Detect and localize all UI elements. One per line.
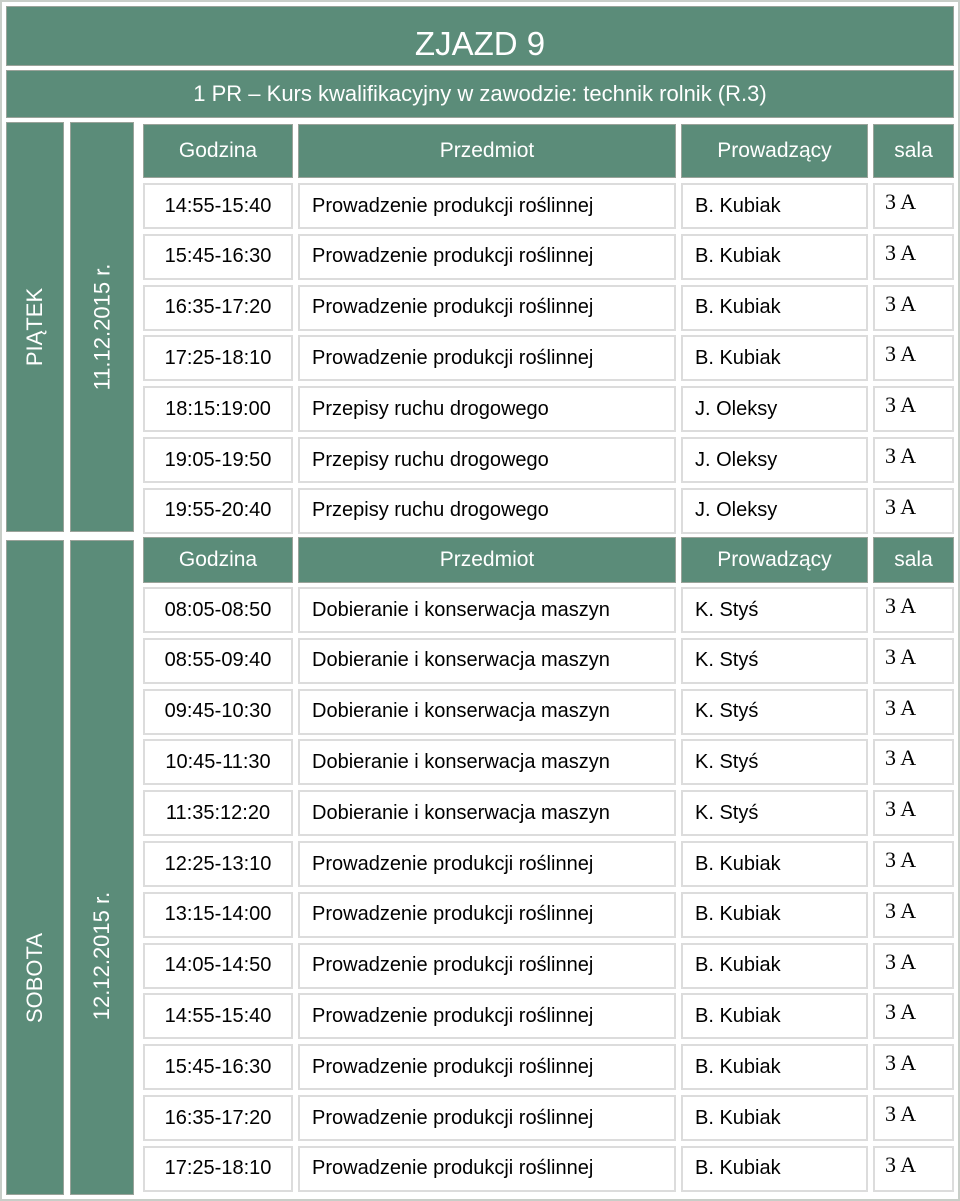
room-cell: 3 A (873, 386, 954, 432)
header-time: Godzina (143, 537, 293, 583)
subject-cell: Prowadzenie produkcji roślinnej (298, 892, 676, 938)
subject-cell: Prowadzenie produkcji roślinnej (298, 943, 676, 989)
time-cell: 08:05-08:50 (143, 587, 293, 633)
header-time: Godzina (143, 124, 293, 178)
room-cell: 3 A (873, 335, 954, 381)
teacher-cell: B. Kubiak (681, 183, 868, 229)
room-cell: 3 A (873, 892, 954, 938)
subject-cell: Dobieranie i konserwacja maszyn (298, 638, 676, 684)
teacher-cell: B. Kubiak (681, 1146, 868, 1192)
header-teacher: Prowadzący (681, 537, 868, 583)
time-cell: 19:55-20:40 (143, 488, 293, 534)
time-cell: 13:15-14:00 (143, 892, 293, 938)
room-cell: 3 A (873, 739, 954, 785)
time-cell: 10:45-11:30 (143, 739, 293, 785)
teacher-cell: B. Kubiak (681, 1095, 868, 1141)
time-cell: 16:35-17:20 (143, 285, 293, 331)
header-subject: Przedmiot (298, 537, 676, 583)
date-text: 11.12.2015 r. (89, 263, 114, 391)
header-room: sala (873, 537, 954, 583)
subject-cell: Dobieranie i konserwacja maszyn (298, 790, 676, 836)
room-cell: 3 A (873, 689, 954, 735)
time-cell: 12:25-13:10 (143, 841, 293, 887)
room-cell: 3 A (873, 587, 954, 633)
subject-cell: Przepisy ruchu drogowego (298, 437, 676, 483)
time-cell: 14:05-14:50 (143, 943, 293, 989)
time-cell: 17:25-18:10 (143, 1146, 293, 1192)
room-cell: 3 A (873, 993, 954, 1039)
page-title: ZJAZD 9 (6, 6, 954, 66)
subject-cell: Prowadzenie produkcji roślinnej (298, 993, 676, 1039)
teacher-cell: B. Kubiak (681, 993, 868, 1039)
teacher-cell: J. Oleksy (681, 488, 868, 534)
teacher-cell: J. Oleksy (681, 386, 868, 432)
teacher-cell: B. Kubiak (681, 943, 868, 989)
date-label-friday (70, 122, 134, 532)
room-cell: 3 A (873, 841, 954, 887)
teacher-cell: K. Styś (681, 689, 868, 735)
teacher-cell: J. Oleksy (681, 437, 868, 483)
room-cell: 3 A (873, 638, 954, 684)
subject-cell: Przepisy ruchu drogowego (298, 488, 676, 534)
room-cell: 3 A (873, 1146, 954, 1192)
time-cell: 19:05-19:50 (143, 437, 293, 483)
subject-cell: Dobieranie i konserwacja maszyn (298, 587, 676, 633)
room-cell: 3 A (873, 1095, 954, 1141)
teacher-cell: K. Styś (681, 739, 868, 785)
subject-cell: Dobieranie i konserwacja maszyn (298, 689, 676, 735)
teacher-cell: K. Styś (681, 587, 868, 633)
date-text: 12.12.2015 r. (89, 891, 115, 1020)
subject-cell: Przepisy ruchu drogowego (298, 386, 676, 432)
teacher-cell: B. Kubiak (681, 841, 868, 887)
subject-cell: Prowadzenie produkcji roślinnej (298, 1044, 676, 1090)
subject-cell: Prowadzenie produkcji roślinnej (298, 183, 676, 229)
date-label-saturday (70, 540, 134, 1195)
subject-cell: Prowadzenie produkcji roślinnej (298, 841, 676, 887)
time-cell: 14:55-15:40 (143, 993, 293, 1039)
day-label-saturday (6, 540, 64, 1195)
room-cell: 3 A (873, 285, 954, 331)
day-label-friday (6, 122, 64, 532)
time-cell: 11:35:12:20 (143, 790, 293, 836)
time-cell: 17:25-18:10 (143, 335, 293, 381)
time-cell: 15:45-16:30 (143, 234, 293, 280)
subject-cell: Prowadzenie produkcji roślinnej (298, 335, 676, 381)
room-cell: 3 A (873, 437, 954, 483)
header-room: sala (873, 124, 954, 178)
subject-cell: Prowadzenie produkcji roślinnej (298, 1146, 676, 1192)
time-cell: 14:55-15:40 (143, 183, 293, 229)
time-cell: 09:45-10:30 (143, 689, 293, 735)
header-teacher: Prowadzący (681, 124, 868, 178)
teacher-cell: B. Kubiak (681, 335, 868, 381)
room-cell: 3 A (873, 234, 954, 280)
room-cell: 3 A (873, 790, 954, 836)
teacher-cell: K. Styś (681, 790, 868, 836)
subject-cell: Prowadzenie produkcji roślinnej (298, 1095, 676, 1141)
room-cell: 3 A (873, 183, 954, 229)
subject-cell: Prowadzenie produkcji roślinnej (298, 234, 676, 280)
teacher-cell: K. Styś (681, 638, 868, 684)
teacher-cell: B. Kubiak (681, 285, 868, 331)
header-subject: Przedmiot (298, 124, 676, 178)
day-name: SOBOTA (22, 932, 47, 1023)
teacher-cell: B. Kubiak (681, 234, 868, 280)
subject-cell: Prowadzenie produkcji roślinnej (298, 285, 676, 331)
time-cell: 08:55-09:40 (143, 638, 293, 684)
room-cell: 3 A (873, 1044, 954, 1090)
room-cell: 3 A (873, 943, 954, 989)
course-subtitle: 1 PR – Kurs kwalifikacyjny w zawodzie: technik rolnik (R.3) (6, 70, 954, 118)
time-cell: 18:15:19:00 (143, 386, 293, 432)
day-name: PIĄTEK (22, 287, 47, 367)
time-cell: 16:35-17:20 (143, 1095, 293, 1141)
room-cell: 3 A (873, 488, 954, 534)
teacher-cell: B. Kubiak (681, 892, 868, 938)
teacher-cell: B. Kubiak (681, 1044, 868, 1090)
subject-cell: Dobieranie i konserwacja maszyn (298, 739, 676, 785)
time-cell: 15:45-16:30 (143, 1044, 293, 1090)
